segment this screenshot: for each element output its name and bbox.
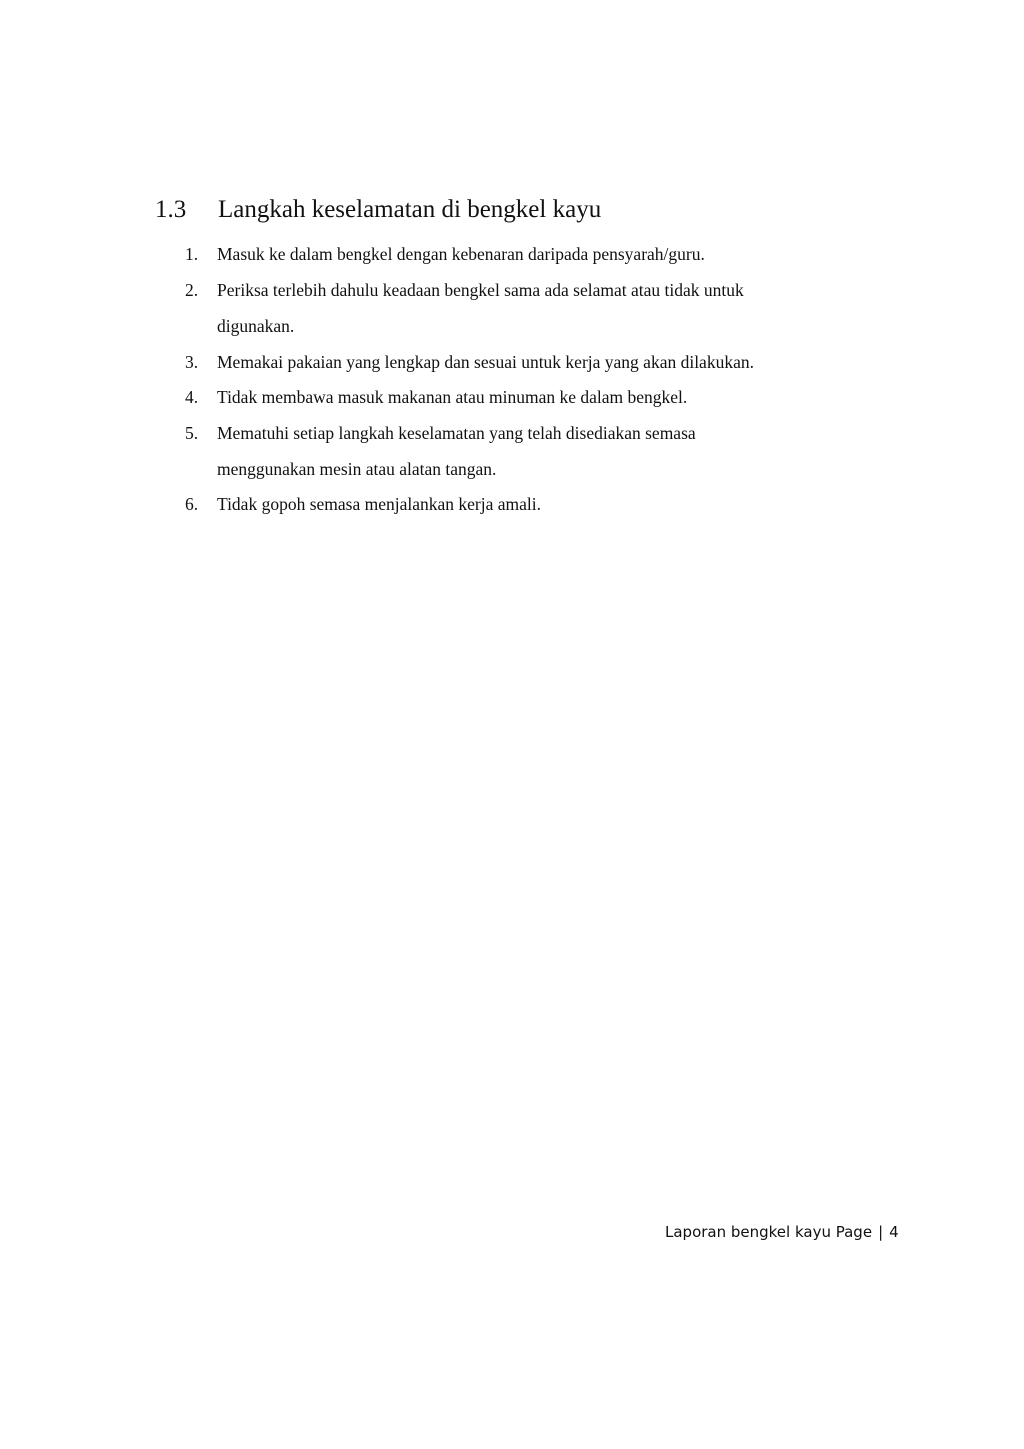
section-title: Langkah keselamatan di bengkel kayu	[218, 196, 602, 223]
list-item-number: 4.	[185, 387, 199, 407]
list-item-text-continued: menggunakan mesin atau alatan tangan.	[217, 459, 497, 479]
list-item-number: 3.	[185, 352, 199, 372]
page-footer	[665, 1221, 899, 1243]
list-item-number: 2.	[185, 280, 199, 300]
list-item-text: Tidak gopoh semasa menjalankan kerja amali.	[217, 494, 541, 514]
footer-separator: |	[878, 1223, 884, 1241]
list-item-text: Memakai pakaian yang lengkap dan sesuai untuk kerja yang akan dilakukan.	[217, 352, 754, 372]
page-number: 4	[889, 1223, 899, 1241]
list-item-text: Tidak membawa masuk makanan atau minuman ke dalam bengkel.	[217, 387, 688, 407]
footer-label: Laporan bengkel kayu Page	[665, 1223, 873, 1241]
section-heading	[155, 193, 601, 227]
list-item-text-continued: digunakan.	[217, 316, 295, 336]
list-item-text: Masuk ke dalam bengkel dengan kebenaran daripada pensyarah/guru.	[217, 244, 705, 264]
section-number: 1.3	[155, 196, 187, 223]
list-item-text: Mematuhi setiap langkah keselamatan yang telah disediakan semasa	[217, 423, 696, 443]
list-item-number: 6.	[185, 494, 199, 514]
list-item-number: 1.	[185, 244, 199, 264]
list-item-number: 5.	[185, 423, 199, 443]
list-item-text: Periksa terlebih dahulu keadaan bengkel sama ada selamat atau tidak untuk	[217, 280, 744, 300]
